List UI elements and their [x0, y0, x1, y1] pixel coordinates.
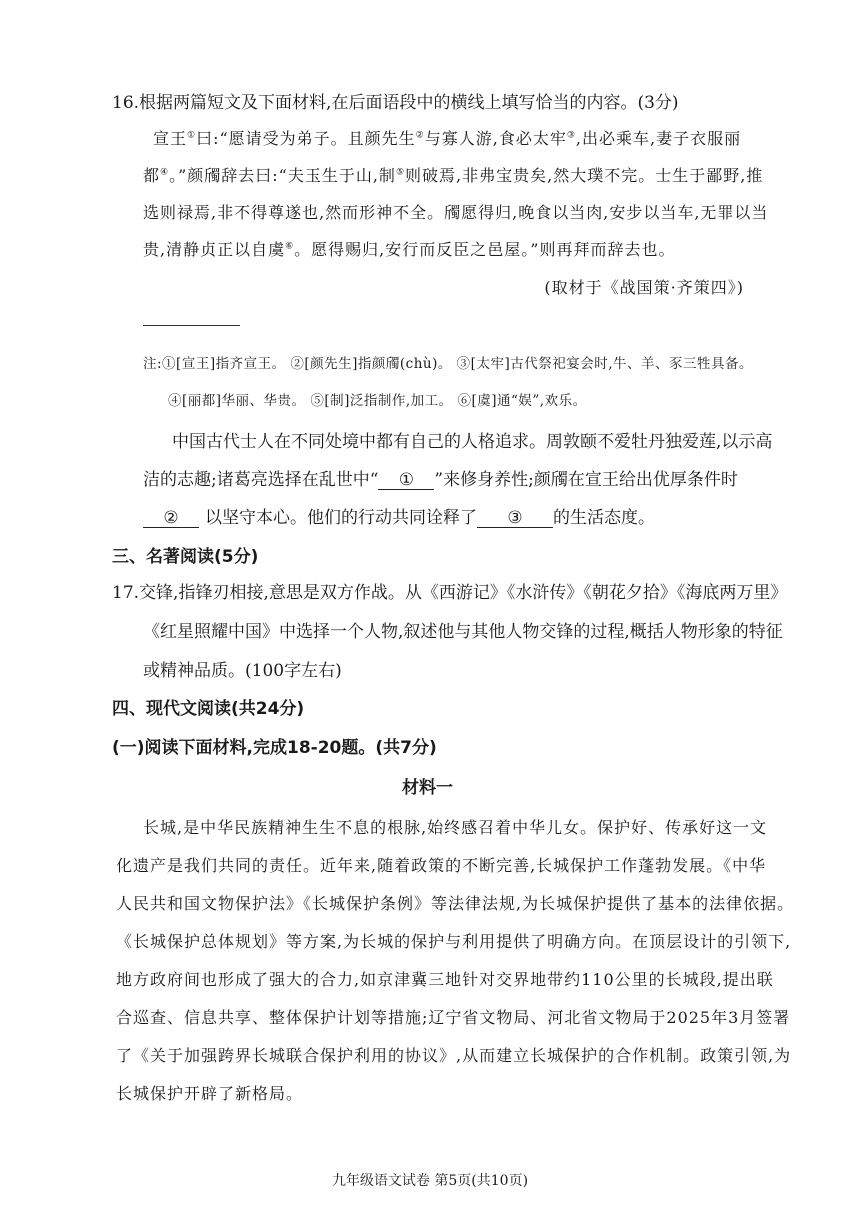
q16-passage-line-3: 选则禄焉,非不得尊遂也,然而形神不全。斶愿得归,晚食以当肉,安步以当车,无罪以当 — [143, 203, 769, 222]
q16-stem: 16.根据两篇短文及下面材料,在后面语段中的横线上填写恰当的内容。(3分) — [112, 93, 679, 113]
section-3-title: 三、名著阅读(5分) — [112, 547, 259, 567]
q16-paragraph-line-3: ② 以坚守本心。他们的行动共同诠释了 ③ 的生活态度。 — [143, 503, 655, 528]
page-footer: 九年级语文试卷 第5页(共10页) — [331, 1173, 529, 1189]
subsection-1-title: (一)阅读下面材料,完成18-20题。(共7分) — [112, 738, 437, 758]
q16-passage-line-2: 都④。”颜斶辞去曰:“夫玉生于山,制⑤则破焉,非弗宝贵矣,然大璞不完。士生于鄙野,推 — [143, 166, 764, 185]
material-line-5: 地方政府间也形成了强大的合力,如京津冀三地针对交界地带约110公里的长城段,提出联 — [116, 970, 774, 989]
q16-passage-line-1: 宣王①曰:“愿请受为弟子。且颜先生②与寡人游,食必太牢③,出必乘车,妻子衣服丽 — [153, 129, 742, 148]
q16-paragraph-line-1: 中国古代士人在不同处境中都有自己的人格追求。周敦颐不爱牡丹独爱莲,以示高 — [172, 432, 773, 452]
q17-line-1: 17.交锋,指锋刃相接,意思是双方作战。从《西游记》《水浒传》《朝花夕拾》《海底两万里》 — [112, 583, 788, 603]
q17-line-2: 《红星照耀中国》中选择一个人物,叙述他与其他人物交锋的过程,概括人物形象的特征 — [143, 622, 783, 642]
material-line-1: 长城,是中华民族精神生生不息的根脉,始终感召着中华儿女。保护好、传承好这一文 — [143, 818, 768, 837]
material-line-7: 了《关于加强跨界长城联合保护利用的协议》,从而建立长城保护的合作机制。政策引领,为 — [116, 1046, 792, 1065]
material-line-4: 《长城保护总体规划》等方案,为长城的保护与利用提供了明确方向。在顶层设计的引领下, — [116, 932, 792, 951]
q16-paragraph-line-2: 洁的志趣;诸葛亮选择在乱世中“ ① ”来修身养性;颜斶在宣王给出优厚条件时 — [143, 470, 738, 490]
q16-passage-line-4: 贵,清静贞正以自虞⑥。愿得赐归,安行而反臣之邑屋。”则再拜而辞去也。 — [143, 240, 676, 259]
material-line-3: 人民共和国文物保护法》《长城保护条例》等法律法规,为长城保护提供了基本的法律依据。 — [116, 894, 795, 913]
material-line-2: 化遗产是我们共同的责任。近年来,随着政策的不断完善,长城保护工作蓬勃发展。《中华 — [116, 856, 767, 875]
notes-divider — [143, 325, 240, 326]
material-1-title: 材料一 — [402, 778, 453, 798]
blank-3[interactable]: ③ — [477, 509, 553, 528]
blank-2[interactable]: ② — [143, 509, 199, 528]
material-line-8: 长城保护开辟了新格局。 — [116, 1084, 304, 1103]
blank-1[interactable]: ① — [378, 471, 434, 490]
q16-notes-line-2: ④[丽都]华丽、华贵。 ⑤[制]泛指制作,加工。 ⑥[虞]通“娱”,欢乐。 — [168, 393, 587, 409]
q16-source: (取材于《战国策·齐策四》) — [544, 278, 744, 297]
q17-line-3: 或精神品质。(100字左右) — [143, 661, 342, 681]
material-line-6: 合巡查、信息共享、整体保护计划等措施;辽宁省文物局、河北省文物局于2025年3月签署 — [116, 1008, 791, 1027]
section-4-title: 四、现代文阅读(共24分) — [112, 699, 305, 719]
q16-notes-line-1: 注:①[宣王]指齐宣王。 ②[颜先生]指颜斶(chù)。 ③[太牢]古代祭祀宴会时,牛、羊、豕三牲具备。 — [143, 356, 754, 372]
